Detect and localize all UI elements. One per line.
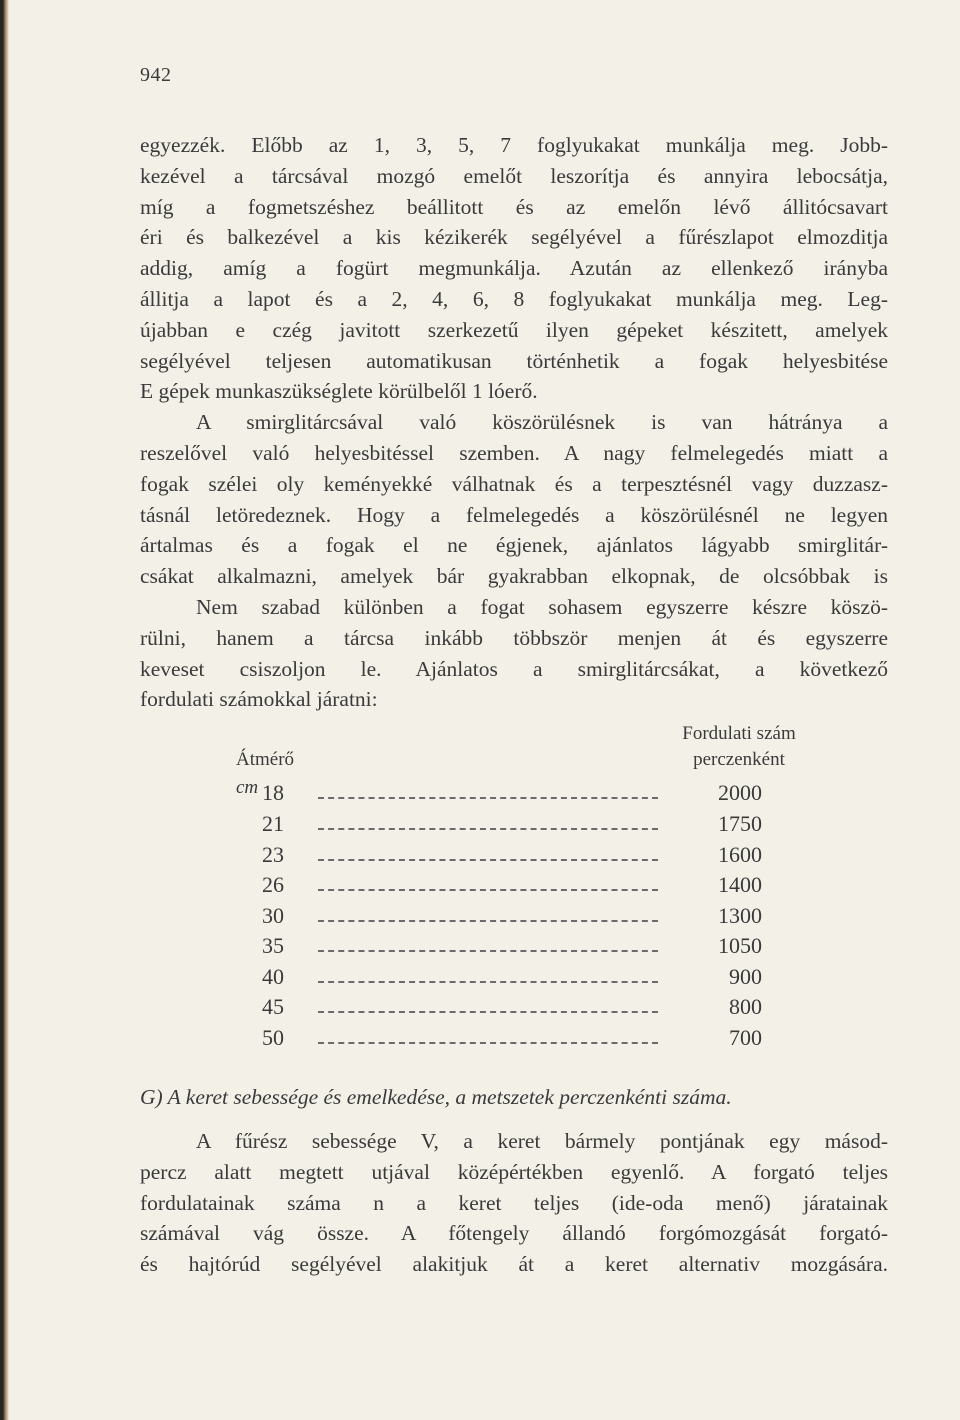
text-line: A fűrész sebessége V, a keret bármely pontjának egy másod- [196, 1129, 888, 1153]
rpm-cell: 1600 [718, 842, 762, 867]
text-line: újabban e czég javitott szerkezetű ilyen gépeket készitett, amelyek [140, 317, 888, 342]
body-text-upper [140, 130, 888, 715]
dot-leader [318, 859, 658, 861]
rpm-cell: 1050 [718, 933, 762, 958]
text-line: A smirglitárcsával való köszörülésnek is van hátránya a [196, 410, 888, 435]
table-row [262, 992, 762, 1022]
dot-leader [318, 828, 658, 830]
table-row [262, 901, 762, 931]
text-line: kezével a tárcsával mozgó emelőt leszorítja és annyira lebocsátja, [140, 163, 888, 188]
table-header-diameter-unit: cm [236, 777, 259, 798]
text-line: keveset csiszoljon le. Ajánlatos a smirglitárcsákat, a következő [140, 656, 888, 681]
text-line: állitja a lapot és a 2, 4, 6, 8 foglyukakat munkálja meg. Leg- [140, 286, 888, 311]
dot-leader [318, 981, 658, 983]
table-header-rpm-line2: perczenként [693, 749, 785, 770]
table-row [262, 1023, 762, 1053]
table-row [262, 840, 762, 870]
text-line: éri és balkezével a kis kézikerék segélyével a fűrészlapot elmozditja [140, 225, 888, 250]
section-heading: G) A keret sebessége és emelkedése, a metszetek perczenkénti száma. [140, 1085, 732, 1109]
text-line: fordulati számokkal járatni: [140, 687, 378, 712]
diameter-cell: 26 [262, 872, 284, 897]
table-row [262, 778, 762, 808]
table-header-rpm-line1: Fordulati szám [682, 723, 796, 744]
rpm-cell: 1400 [718, 872, 762, 897]
rpm-cell: 1750 [718, 811, 762, 836]
body-text-lower [140, 1126, 888, 1280]
dot-leader [318, 950, 658, 952]
table-row [262, 962, 762, 992]
diameter-cell: 18 [262, 780, 284, 805]
text-line: percz alatt megtett utjával középértékben egyenlő. A forgató teljes [140, 1159, 888, 1184]
page-number: 942 [140, 64, 172, 86]
text-line: fordulatainak száma n a keret teljes (ide-oda menő) járatainak [140, 1190, 888, 1215]
dot-leader [318, 1011, 658, 1013]
diameter-cell: 30 [262, 903, 284, 928]
table-header-diameter-label: Átmérő [236, 749, 295, 770]
text-line: E gépek munkaszükséglete körülbelől 1 lóerő. [140, 379, 538, 404]
text-line: egyezzék. Előbb az 1, 3, 5, 7 foglyukakat munkálja meg. Jobb- [140, 133, 888, 157]
text-line: addig, amíg a fogürt megmunkálja. Azután az ellenkező irányba [140, 256, 888, 281]
diameter-cell: 40 [262, 964, 284, 989]
text-line: ártalmas és a fogak el ne égjenek, ajánlatos lágyabb smirglitár- [140, 533, 888, 558]
diameter-cell: 21 [262, 811, 284, 836]
diameter-cell: 23 [262, 842, 284, 867]
diameter-cell: 45 [262, 994, 284, 1019]
page-binding-edge [0, 0, 9, 1420]
text-line: fogak szélei oly keményekké válhatnak és a terpesztésnél vagy duzzasz- [140, 471, 888, 496]
dot-leader [318, 889, 658, 891]
table-row [262, 931, 762, 961]
dot-leader [318, 1042, 658, 1044]
dot-leader [318, 920, 658, 922]
table-row [262, 809, 762, 839]
diameter-cell: 35 [262, 933, 284, 958]
text-line: csákat alkalmazni, amelyek bár gyakrabban elkopnak, de olcsóbbak is [140, 564, 888, 589]
text-line: rülni, hanem a tárcsa inkább többször menjen át és egyszerre [140, 625, 888, 650]
text-line: reszelővel való helyesbitéssel szemben. A nagy felmelegedés miatt a [140, 440, 888, 465]
text-line: és hajtórúd segélyével alakitjuk át a keret alternativ mozgására. [140, 1252, 888, 1277]
table-row [262, 870, 762, 900]
rpm-cell: 800 [729, 994, 762, 1019]
text-line: segélyével teljesen automatikusan történhetik a fogak helyesbitése [140, 348, 888, 373]
rpm-cell: 1300 [718, 903, 762, 928]
dot-leader [318, 797, 658, 799]
text-line: számával vág össze. A főtengely állandó forgómozgását forgató- [140, 1221, 888, 1246]
rpm-cell: 2000 [718, 780, 762, 805]
text-line: tásnál letöredeznek. Hogy a felmelegedés a köszörülésnél ne legyen [140, 502, 888, 527]
diameter-cell: 50 [262, 1025, 284, 1050]
text-line: míg a fogmetszéshez beállitott és az emelőn lévő állitócsavart [140, 194, 888, 219]
rpm-cell: 700 [729, 1025, 762, 1050]
rpm-cell: 900 [729, 964, 762, 989]
text-line: Nem szabad különben a fogat sohasem egyszerre készre köszö- [196, 594, 888, 619]
